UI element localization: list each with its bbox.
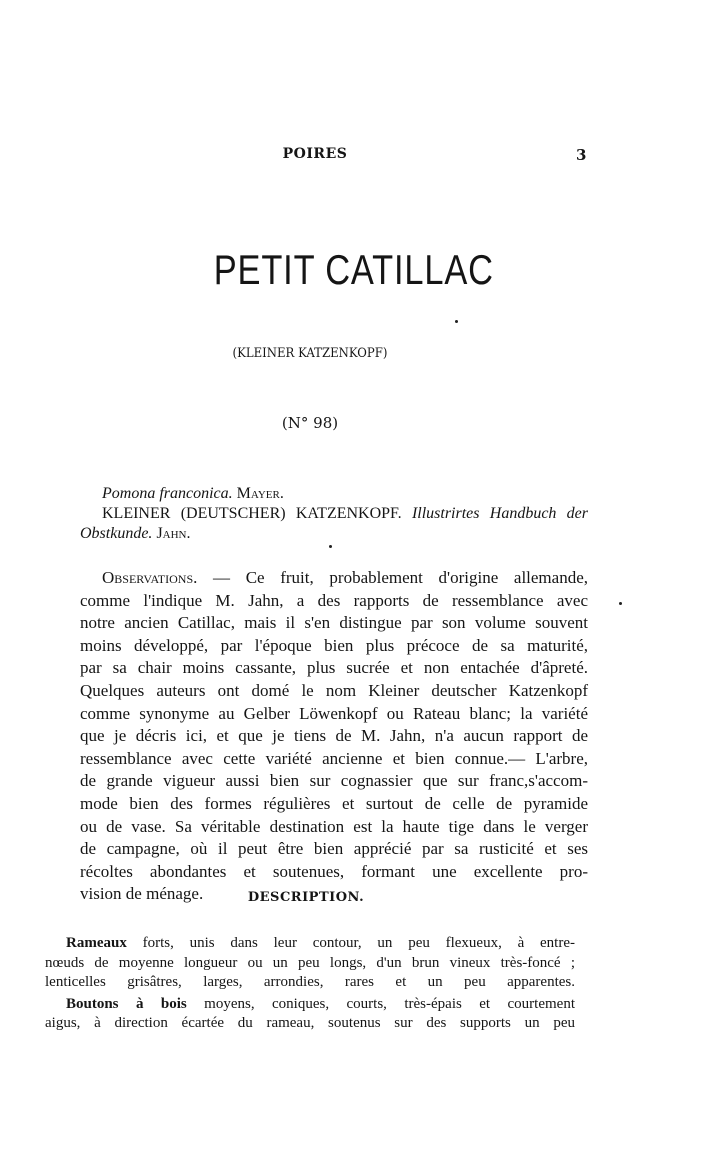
speck xyxy=(455,320,458,323)
observation-line: de grande vigueur aussi bien sur cognassier que sur franc,s'accom- xyxy=(80,771,588,791)
description-term: Rameaux xyxy=(66,935,127,951)
observation-line: ressemblance avec cette variété ancienne et bien connue.— L'arbre, xyxy=(80,748,588,768)
observation-line: comme l'indique M. Jahn, a des rapports de ressemblance avec xyxy=(80,590,588,610)
description-line xyxy=(66,996,575,1013)
observation-text: — Ce fruit, probablement d'origine allemande, xyxy=(197,568,588,587)
observation-line: par sa chair moins cassante, plus sucrée et non entachée d'âpreté. xyxy=(80,658,588,678)
description-text: forts, unis dans leur contour, un peu flexueux, à entre- xyxy=(126,935,575,951)
synonym-source-cont: Obstkunde. xyxy=(80,525,153,542)
variety-number: (N° 98) xyxy=(281,414,339,432)
synonym-source: Illustrirtes Handbuch der xyxy=(411,505,589,522)
observations-label: Observations. xyxy=(102,568,198,587)
speck xyxy=(619,602,622,605)
synonym-name: KLEINER (DEUTSCHER) KATZENKOPF. xyxy=(102,505,402,522)
synonym-source: Pomona franconica. xyxy=(102,485,233,502)
synonyms xyxy=(80,484,588,544)
observation-line: moins développé, par l'époque bien plus précoce de sa maturité, xyxy=(80,635,588,655)
description-heading: DESCRIPTION. xyxy=(247,890,365,905)
speck xyxy=(329,545,332,548)
observation-line: de campagne, où il peut être bien apprécié par sa rusticité et ses xyxy=(80,839,588,859)
observation-line: mode bien des formes régulières et surtout de celle de pyramide xyxy=(80,794,588,813)
observation-line: ou de vase. Sa véritable destination est la haute tige dans le verger xyxy=(80,816,588,836)
observation-line xyxy=(102,568,588,588)
page-title: PETIT CATILLAC xyxy=(213,246,494,293)
synonym-author: Mayer. xyxy=(236,485,284,502)
synonym-2-cont xyxy=(80,524,588,544)
observation-line: Quelques auteurs ont domé le nom Kleiner deutscher Katzenkopf xyxy=(80,681,588,700)
description-line: aigus, à direction écartée du rameau, soutenus sur des supports un peu xyxy=(45,1015,575,1031)
description-line: lenticelles grisâtres, larges, arrondies, rares et un peu apparentes. xyxy=(45,974,575,990)
subtitle: (KLEINER KATZENKOPF) xyxy=(232,346,388,361)
description-text: moyens, coniques, courts, très-épais et courtement xyxy=(186,995,575,1012)
observation-line: vision de ménage. xyxy=(80,884,204,904)
synonym-1 xyxy=(80,484,588,504)
observation-line: notre ancien Catillac, mais il s'en distingue par son volume souvent xyxy=(80,613,588,633)
observation-line: comme synonyme au Gelber Löwenkopf ou Rateau blanc; la variété xyxy=(80,703,588,723)
running-head: POIRES xyxy=(282,146,348,162)
observation-line: récoltes abondantes et soutenues, formant une excellente pro- xyxy=(80,861,588,881)
synonym-2 xyxy=(80,504,588,524)
page-number: 3 xyxy=(576,146,587,164)
description-term: Boutons à bois xyxy=(66,995,187,1012)
description-line xyxy=(66,935,575,952)
observation-line: que je décris ici, et que je tiens de M. Jahn, n'a aucun rapport de xyxy=(80,726,588,746)
synonym-author: Jahn. xyxy=(156,525,191,542)
description-line: nœuds de moyenne longueur ou un peu longs, d'un brun vineux très-foncé ; xyxy=(45,954,575,971)
